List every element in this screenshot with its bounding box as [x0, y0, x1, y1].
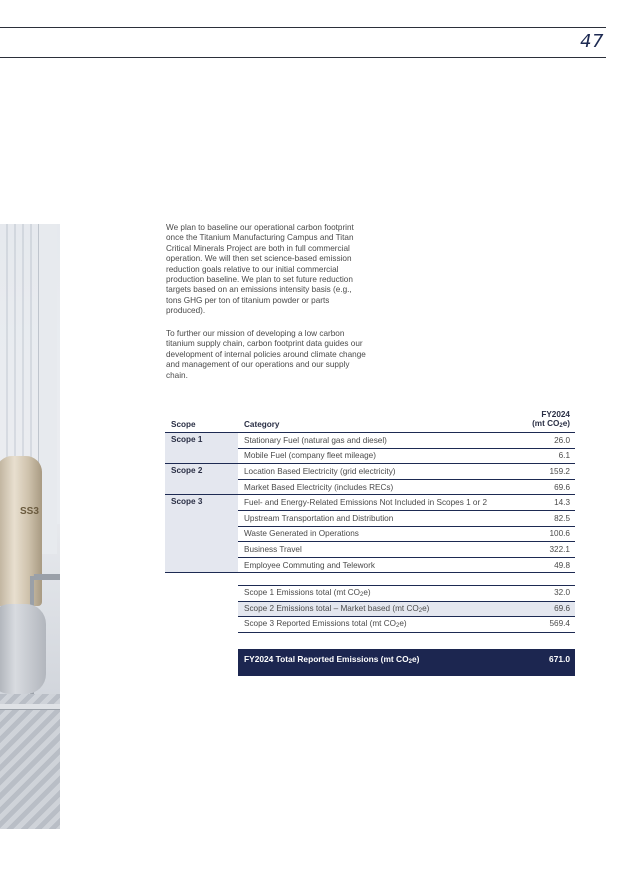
category-cell: Upstream Transportation and Distribution [238, 510, 504, 526]
table-row [165, 495, 575, 511]
header-scope: Scope [165, 405, 238, 433]
label-text: FY2024 Total Reported Emissions (mt CO [244, 654, 409, 664]
label-text-end: e) [399, 619, 407, 629]
factory-photo [0, 224, 60, 829]
value-cell: 6.1 [504, 448, 575, 464]
scope-cell: Scope 2 [165, 464, 238, 495]
value-cell: 100.6 [504, 526, 575, 542]
emissions-table [165, 405, 575, 573]
photo-vessel [0, 604, 46, 694]
scope-3-total-label [244, 617, 407, 632]
label-text: Scope 2 Emissions total – Market based (mt CO [244, 603, 419, 613]
scope-totals [238, 585, 575, 633]
value-cell: 49.8 [504, 557, 575, 573]
category-cell: Mobile Fuel (company fleet mileage) [238, 448, 504, 464]
scope-cell: Scope 1 [165, 433, 238, 464]
label-text: Scope 3 Reported Emissions total (mt CO [244, 619, 396, 629]
scope-3-total-row [238, 617, 575, 633]
scope-1-total-value: 32.0 [554, 588, 570, 597]
header-fy2024 [504, 405, 575, 433]
category-cell: Employee Commuting and Telework [238, 557, 504, 573]
photo-floor [0, 694, 60, 829]
scope-1-total-row [238, 586, 575, 602]
value-cell: 26.0 [504, 433, 575, 449]
scope-1-total-label [244, 586, 371, 601]
page-number: 47 [580, 31, 604, 52]
scope-2-total-label [244, 602, 429, 617]
table-row [165, 464, 575, 480]
scope-cell: Scope 3 [165, 495, 238, 573]
scope-3-total-value: 569.4 [549, 619, 570, 629]
photo-rail [0, 704, 60, 710]
category-cell: Waste Generated in Operations [238, 526, 504, 542]
intro-paragraph-1: We plan to baseline our operational carbon footprint once the Titanium Manufacturing Campus and Titan Critical Minerals Project are both in full commercial operation. We will then set science-based emission reduction goals relative to our initial commercial production baseline. We plan to set future reduction targets based on an emissions intensity basis (e.g., tons GHG per ton of titanium powder or parts produced). [166, 223, 354, 316]
table-row [165, 433, 575, 449]
value-cell: 322.1 [504, 542, 575, 558]
header-unit-post: e) [562, 419, 570, 428]
label-sub: 2 [418, 607, 423, 614]
label-text: Scope 1 Emissions total (mt CO [244, 588, 361, 597]
label-sub: 2 [408, 659, 412, 665]
header-rule-bottom [0, 57, 606, 58]
label-text-end: e) [363, 588, 371, 597]
category-cell: Market Based Electricity (includes RECs) [238, 479, 504, 495]
label-sub: 2 [360, 592, 364, 598]
photo-tank [0, 456, 42, 606]
label-text-end: e) [411, 654, 420, 664]
header-category: Category [238, 405, 504, 433]
grand-total-label [244, 649, 419, 676]
scope-2-total-value: 69.6 [554, 603, 570, 613]
value-cell: 82.5 [504, 510, 575, 526]
header-unit-pre: (mt CO [532, 419, 560, 428]
header-year: FY2024 [541, 410, 570, 419]
grand-total-value: 671.0 [549, 654, 570, 664]
category-cell: Fuel- and Energy-Related Emissions Not Included in Scopes 1 or 2 [238, 495, 504, 511]
value-cell: 14.3 [504, 495, 575, 511]
scope-2-total-row [238, 602, 575, 618]
photo-tank-label: SS3 [20, 506, 39, 517]
category-cell: Business Travel [238, 542, 504, 558]
label-sub: 2 [396, 623, 400, 630]
label-text-end: e) [422, 603, 430, 613]
header-unit-sub: 2 [559, 423, 563, 429]
table-header-row [165, 405, 575, 433]
value-cell: 69.6 [504, 479, 575, 495]
category-cell: Stationary Fuel (natural gas and diesel) [238, 433, 504, 449]
intro-paragraph-2: To further our mission of developing a low carbon titanium supply chain, carbon footprint data guides our development of internal policies around climate change and management of our operations and our supply chain. [166, 329, 366, 380]
photo-pipe [34, 574, 60, 580]
grand-total-bar [238, 649, 575, 676]
value-cell: 159.2 [504, 464, 575, 480]
header-rule-top [0, 27, 606, 28]
category-cell: Location Based Electricity (grid electricity) [238, 464, 504, 480]
